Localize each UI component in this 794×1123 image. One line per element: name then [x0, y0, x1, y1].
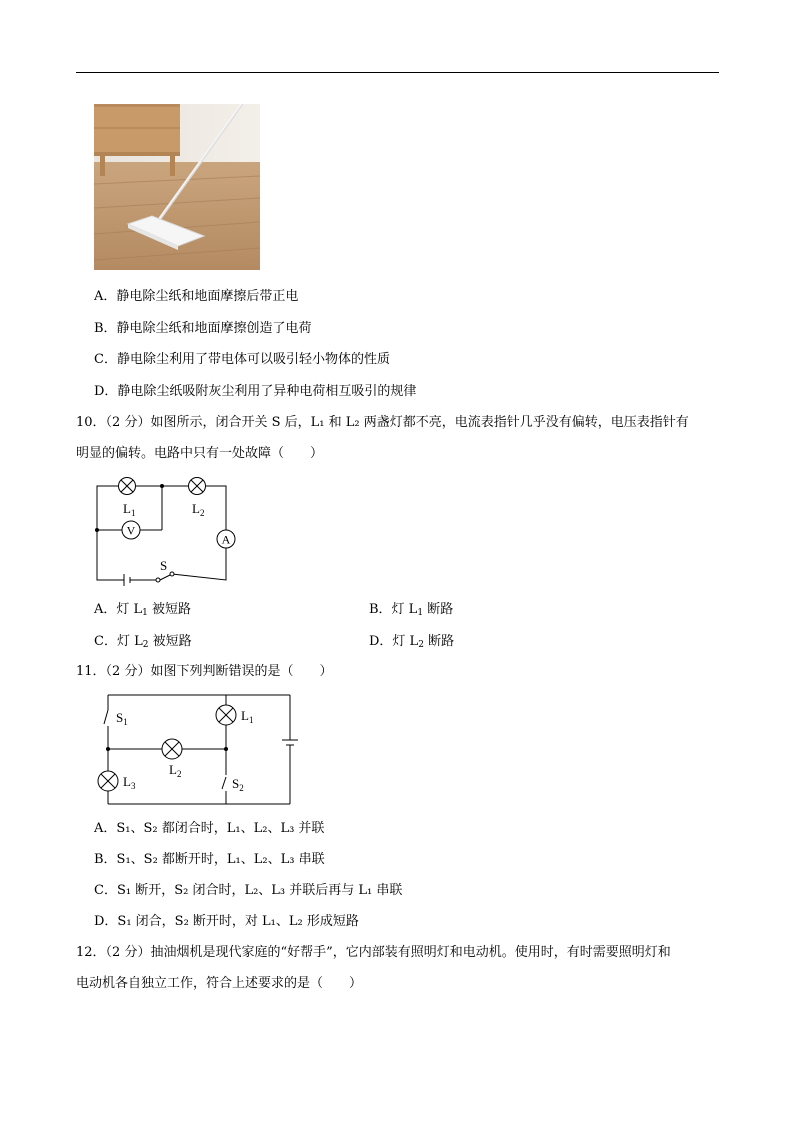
- q11-stem: 11．（2 分）如图下列判断错误的是（ ）: [76, 664, 333, 679]
- header-rule: [76, 72, 719, 73]
- q10-circuit-diagram: [90, 474, 240, 590]
- lamp-l1-icon: [119, 478, 136, 495]
- lamp-l2-icon: [162, 739, 182, 759]
- lamp-l3-label: $L_3$: [123, 774, 136, 791]
- q12-stem-line1: 12．（2 分）抽油烟机是现代家庭的“好帮手”，它内部装有照明灯和电动机。使用时，有时需要照明灯和: [76, 945, 671, 960]
- mop-photo: [94, 104, 260, 270]
- lamp-l1-label: $L_1$: [241, 708, 254, 725]
- voltmeter-label: V: [126, 523, 136, 538]
- q10-option-c: C．灯 $L_2$ 被短路: [94, 634, 192, 650]
- switch-s2-label: $S_2$: [232, 776, 244, 793]
- switch-s1-label: $S_1$: [116, 710, 128, 727]
- q12-stem-line2: 电动机各自独立工作，符合上述要求的是（ ）: [76, 976, 363, 991]
- q9-option-d: D．静电除尘纸吸附灰尘利用了异种电荷相互吸引的规律: [94, 384, 417, 399]
- q10-option-b: B．灯 $L_1$ 断路: [369, 602, 454, 618]
- lamp-l2-label: $L_2$: [169, 762, 182, 779]
- q11-option-a: A．S₁、S₂ 都闭合时，L₁、L₂、L₃ 并联: [94, 821, 325, 836]
- q9-option-c: C．静电除尘利用了带电体可以吸引轻小物体的性质: [94, 352, 390, 367]
- lamp-l3-icon: [98, 771, 118, 791]
- q9-option-a: A．静电除尘纸和地面摩擦后带正电: [94, 289, 299, 304]
- ammeter-label: A: [221, 532, 231, 547]
- q10-option-d: D．灯 $L_2$ 断路: [369, 634, 455, 650]
- lamp-l1-icon: [216, 705, 236, 725]
- lamp-l2-icon: [189, 478, 206, 495]
- q10-stem-line2: 明显的偏转。电路中只有一处故障（ ）: [76, 446, 324, 461]
- q11-option-c: C．S₁ 断开，S₂ 闭合时，L₂、L₃ 并联后再与 L₁ 串联: [94, 883, 403, 898]
- lamp-l1-label: $L_1$: [123, 501, 136, 518]
- switch-s-label: S: [160, 558, 168, 573]
- q9-option-b: B．静电除尘纸和地面摩擦创造了电荷: [94, 321, 312, 336]
- q10-stem-line1: 10．（2 分）如图所示，闭合开关 S 后，L₁ 和 L₂ 两盏灯都不亮，电流表指针几乎没有偏转，电压表指针有: [76, 415, 689, 430]
- lamp-l2-label: $L_2$: [192, 501, 205, 518]
- q11-option-b: B．S₁、S₂ 都断开时，L₁、L₂、L₃ 串联: [94, 852, 325, 867]
- q11-option-d: D．S₁ 闭合，S₂ 断开时，对 L₁、L₂ 形成短路: [94, 914, 359, 929]
- q11-circuit-diagram: [92, 690, 322, 814]
- q10-option-a: A．灯 $L_1$ 被短路: [94, 602, 192, 618]
